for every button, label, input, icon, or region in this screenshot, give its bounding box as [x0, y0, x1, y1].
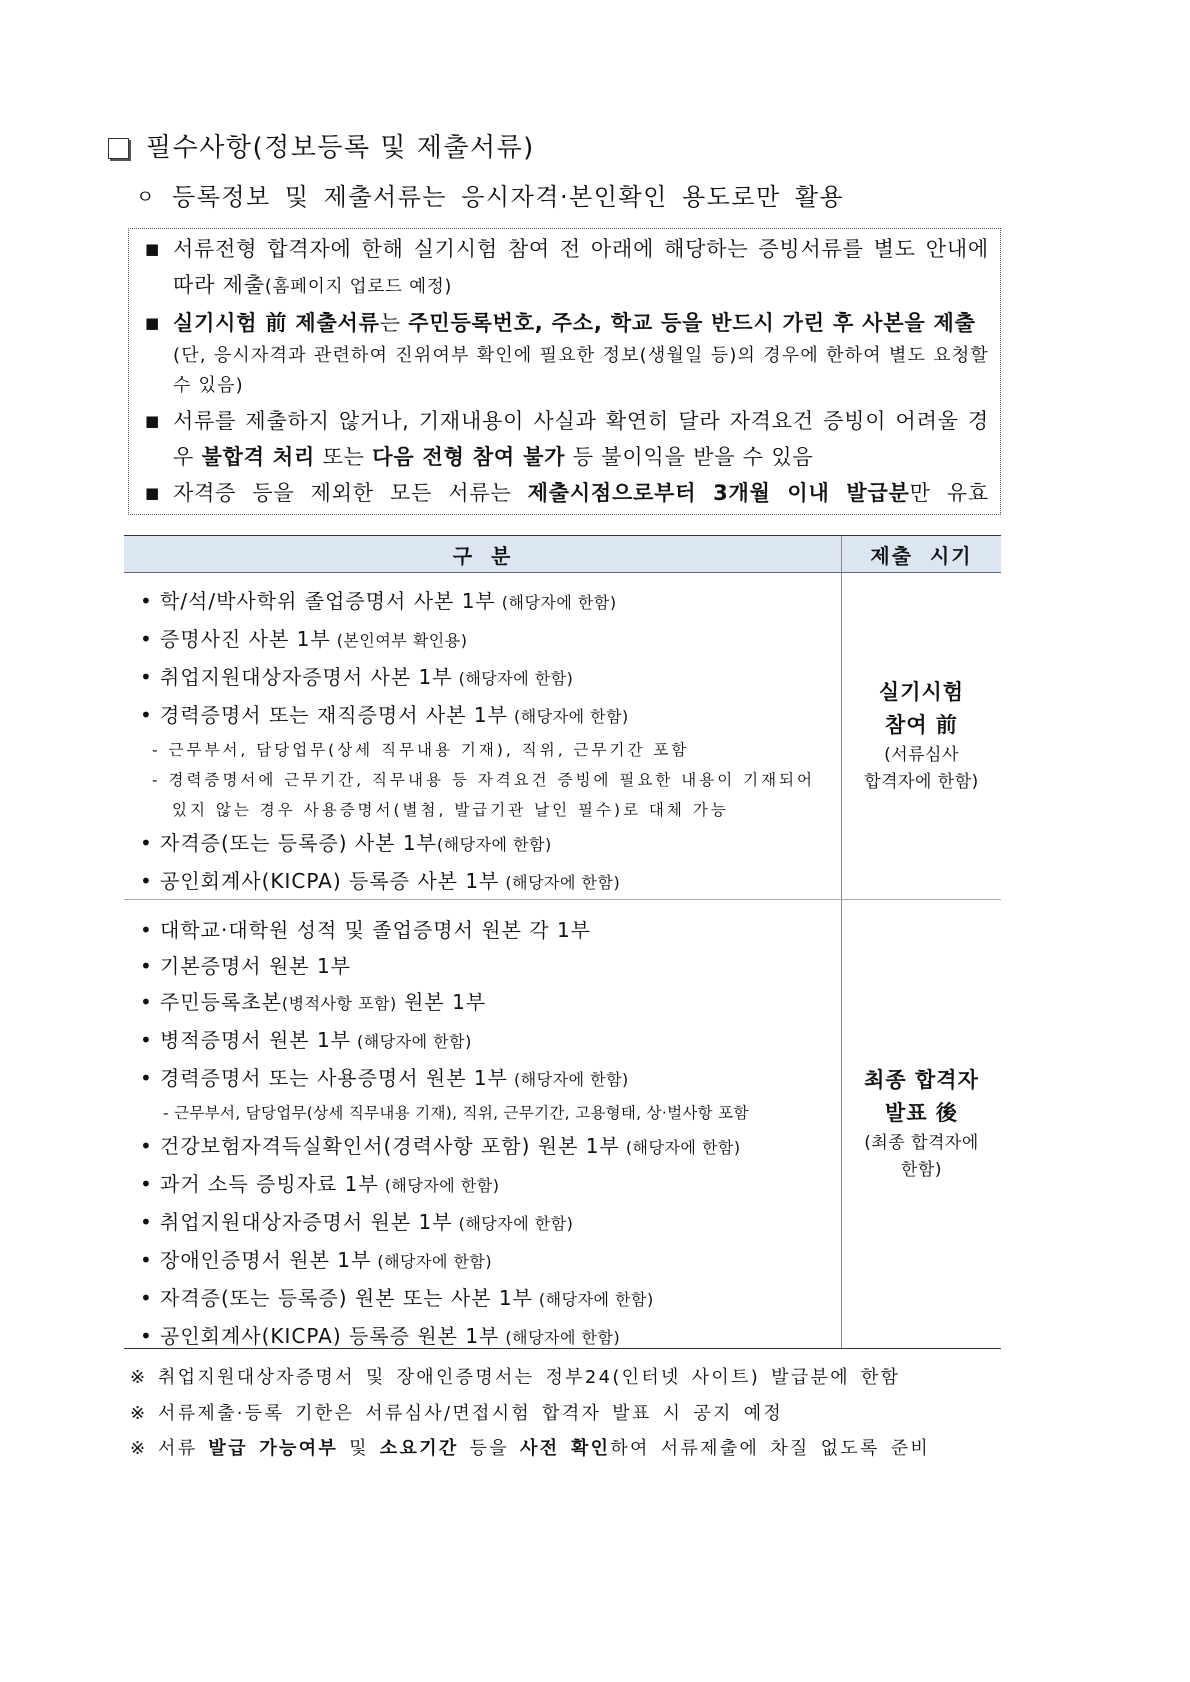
- notice-text: 제출시점으로부터 3개월 이내 발급분: [527, 481, 910, 505]
- document-note: (해당자에 한함): [505, 1328, 621, 1347]
- document-item: [140, 1242, 833, 1280]
- timing-cell: [841, 900, 1001, 1348]
- document-item: [140, 621, 833, 659]
- table-header: [124, 535, 1001, 573]
- bullet-icon: •: [140, 954, 152, 978]
- document-note: (해당자에 한함): [538, 1290, 654, 1309]
- document-note: (해당자에 한함): [501, 593, 617, 612]
- document-item: [140, 912, 833, 948]
- notice-text: 주민등록번호, 주소, 학교 등을 반드시 가린 후 사본을 제출: [408, 311, 976, 335]
- document-note: (해당자에 한함): [625, 1138, 741, 1157]
- bullet-icon: •: [140, 990, 152, 1014]
- section-heading: [108, 130, 535, 166]
- reference-mark-icon: ※: [130, 1438, 146, 1459]
- notice-text: 서류전형 합격자에 한해 실기시험 참여 전 아래에 해당하는 증빙서류를 별도 안내에 따라 제출: [173, 237, 989, 297]
- document-name: 취업지원대상자증명서 사본 1부: [160, 665, 453, 689]
- notice-text: 등 불이익을 받을 수 있음: [565, 445, 814, 469]
- checkbox-icon: [108, 138, 129, 159]
- footnote: [128, 1431, 1028, 1467]
- document-item: [140, 697, 833, 735]
- document-note: (해당자에 한함): [505, 873, 621, 892]
- timing-main-line: 참여 前: [885, 713, 958, 737]
- document-item: [140, 1204, 833, 1242]
- square-bullet-icon: ■: [145, 484, 160, 502]
- document-note: (병적사항 포함): [281, 994, 397, 1013]
- notice-item: [145, 305, 989, 401]
- bullet-icon: •: [140, 1248, 152, 1272]
- bullet-icon: •: [140, 869, 152, 893]
- header-cell-timing: 제출 시기: [841, 536, 1001, 572]
- document-list-cell: [124, 573, 841, 899]
- bullet-icon: •: [140, 665, 152, 689]
- document-name: 기본증명서 원본 1부: [160, 954, 351, 978]
- document-name: 경력증명서 또는 사용증명서 원본 1부: [160, 1066, 508, 1090]
- bullet-icon: •: [140, 1210, 152, 1234]
- notice-item: [145, 403, 989, 475]
- timing-note-line: 한함): [901, 1160, 942, 1180]
- document-name: 주민등록초본: [160, 990, 282, 1014]
- bullet-icon: •: [140, 1066, 152, 1090]
- document-note: (해당자에 한함): [458, 1214, 574, 1233]
- timing-cell: [841, 573, 1001, 899]
- section-subheading: [136, 180, 844, 214]
- footnote-text: 및: [338, 1438, 380, 1459]
- footnote-text: 서류: [158, 1438, 209, 1459]
- footnote: [128, 1360, 1028, 1396]
- notice-item: [145, 231, 989, 305]
- notice-text: 불합격 처리: [201, 445, 316, 469]
- document-name: 공인회계사(KICPA) 등록증 사본 1부: [160, 869, 500, 893]
- document-item: [140, 1060, 833, 1098]
- footnote-text: 서류제출·등록 기한은 서류심사/면접시험 합격자 발표 시 공지 예정: [158, 1402, 784, 1424]
- reference-mark-icon: ※: [130, 1402, 146, 1424]
- footnote-text: 사전 확인: [520, 1438, 611, 1459]
- document-name: 경력증명서 또는 재직증명서 사본 1부: [160, 703, 508, 727]
- notice-text: 다음 전형 참여 불가: [372, 445, 566, 469]
- timing-note-line: (서류심사: [884, 745, 959, 765]
- document-item: [140, 948, 833, 984]
- document-detail: - 근무부서, 담당업무(상세 직무내용 기재), 직위, 근무기간, 고용형태, 상·벌사항 포함: [163, 1104, 749, 1122]
- document-note: (해당자에 한함): [377, 1252, 493, 1271]
- document-note: (해당자에 한함): [384, 1176, 500, 1195]
- document-name: 대학교·대학원 성적 및 졸업증명서 원본 각 1부: [160, 918, 591, 942]
- timing-main-line: 최종 합격자: [864, 1068, 979, 1092]
- document-name: 공인회계사(KICPA) 등록증 원본 1부: [160, 1324, 500, 1348]
- footnote-text: 등을: [458, 1438, 521, 1459]
- notice-text: (홈페이지 업로드 예정): [264, 277, 453, 297]
- timing-note-line: 합격자에 한함): [864, 772, 979, 792]
- bullet-icon: •: [140, 1324, 152, 1348]
- footnotes: [128, 1360, 1028, 1467]
- timing-note-line: (최종 합격자에: [864, 1133, 979, 1153]
- document-name: 자격증(또는 등록증) 사본 1부: [160, 831, 437, 855]
- heading-title: 필수사항(정보등록 및 제출서류): [146, 133, 535, 163]
- footnote-text: 하여 서류제출에 차질 없도록 준비: [610, 1438, 931, 1459]
- bullet-icon: •: [140, 703, 152, 727]
- document-item: [140, 659, 833, 697]
- subheading-text: 등록정보 및 제출서류는 응시자격·본인확인 용도로만 활용: [172, 183, 845, 211]
- notice-item: [145, 475, 989, 511]
- document-item: [140, 825, 833, 863]
- timing-main-line: 실기시험: [878, 680, 965, 704]
- table-row: [124, 573, 1001, 900]
- bullet-icon: •: [140, 831, 152, 855]
- bullet-icon: •: [140, 918, 152, 942]
- footnote-text: 취업지원대상자증명서 및 장애인증명서는 정부24(인터넷 사이트) 발급분에 한함: [158, 1367, 901, 1388]
- document-note: (본인여부 확인용): [336, 631, 468, 650]
- reference-mark-icon: ※: [130, 1367, 146, 1388]
- document-note: (해당자에 한함): [436, 835, 552, 854]
- document-name: 건강보험자격득실확인서(경력사항 포함) 원본 1부: [160, 1134, 620, 1158]
- footnote-text: 소요기간: [379, 1438, 459, 1459]
- notice-box: [128, 228, 1001, 515]
- bullet-icon: •: [140, 1134, 152, 1158]
- square-bullet-icon: ■: [145, 240, 160, 258]
- document-name: 병적증명서 원본 1부: [160, 1028, 351, 1052]
- document-name-tail: 원본 1부: [396, 990, 487, 1014]
- document-name: 학/석/박사학위 졸업증명서 사본 1부: [160, 589, 496, 613]
- document-note: (해당자에 한함): [458, 669, 574, 688]
- documents-table: [124, 535, 1001, 1349]
- document-item: [140, 1022, 833, 1060]
- document-item: [140, 583, 833, 621]
- bullet-icon: •: [140, 589, 152, 613]
- document-item: [140, 863, 833, 901]
- document-name: 자격증(또는 등록증) 원본 또는 사본 1부: [160, 1286, 533, 1310]
- document-note: (해당자에 한함): [513, 1070, 629, 1089]
- table-row: [124, 900, 1001, 1349]
- document-item: [140, 1166, 833, 1204]
- notice-text: 실기시험 前 제출서류: [173, 311, 380, 335]
- document-name: 취업지원대상자증명서 원본 1부: [160, 1210, 453, 1234]
- document-name: 장애인증명서 원본 1부: [160, 1248, 372, 1272]
- bullet-icon: •: [140, 1028, 152, 1052]
- notice-text: 서류를 제출하지 않거나, 기재내용이 사실과 확연히 달라 자격요건 증빙이 어려울 경우: [173, 409, 989, 469]
- notice-text: 자격증 등을 제외한 모든 서류는: [173, 481, 528, 505]
- notice-detail: (단, 응시자격과 관련하여 진위여부 확인에 필요한 정보(생월일 등)의 경우에 한하여 별도 요청할 수 있음): [173, 345, 989, 396]
- document-note: (해당자에 한함): [357, 1032, 472, 1051]
- document-list-cell: [124, 900, 841, 1348]
- document-item: [140, 984, 833, 1022]
- footnote: [128, 1396, 1028, 1432]
- header-cell-category: 구 분: [452, 543, 513, 568]
- document-item: [140, 1318, 833, 1356]
- bullet-icon: •: [140, 1286, 152, 1310]
- document-detail: - 근무부서, 담당업무(상세 직무내용 기재), 직위, 근무기간 포함: [152, 741, 690, 759]
- document-item: [140, 1128, 833, 1166]
- document-item: [140, 1280, 833, 1318]
- circle-bullet-icon: ㅇ: [136, 186, 155, 208]
- document-name: 과거 소득 증빙자료 1부: [160, 1172, 379, 1196]
- notice-text: 만 유효: [909, 481, 989, 505]
- document-note: (해당자에 한함): [513, 707, 629, 726]
- notice-text: 는: [379, 311, 409, 335]
- timing-main-line: 발표 後: [885, 1101, 958, 1125]
- square-bullet-icon: ■: [145, 412, 160, 430]
- document-detail: - 경력증명서에 근무기간, 직무내용 등 자격요건 증빙에 필요한 내용이 기재되어 있지 않는 경우 사용증명서(별첨, 발급기관 날인 필수)로 대체 가능: [152, 771, 816, 819]
- bullet-icon: •: [140, 1172, 152, 1196]
- bullet-icon: •: [140, 627, 152, 651]
- footnote-text: 발급 가능여부: [208, 1438, 339, 1459]
- square-bullet-icon: ■: [145, 314, 160, 332]
- notice-text: 또는: [315, 445, 373, 469]
- document-name: 증명사진 사본 1부: [160, 627, 331, 651]
